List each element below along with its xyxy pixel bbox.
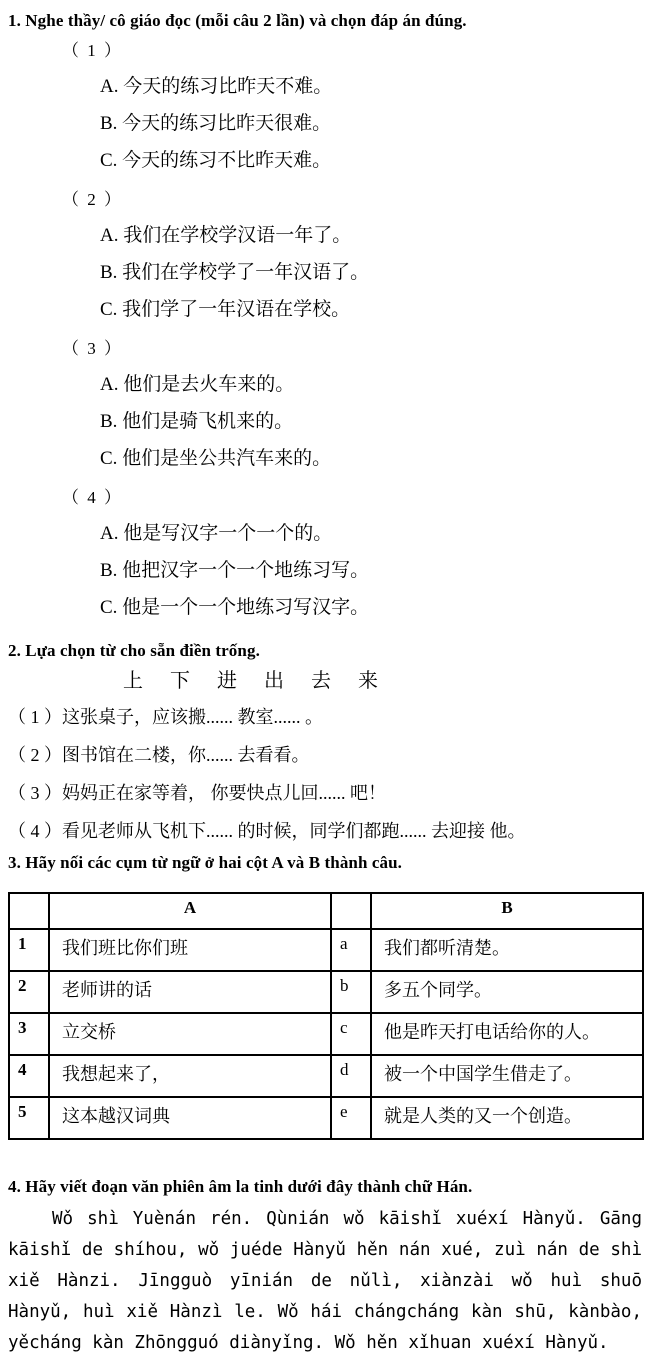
- question-3-option-a: A. 他们是去火车来的。: [100, 374, 295, 395]
- col-a-phrase: 立交桥: [49, 1013, 331, 1055]
- header-empty-cell: [331, 893, 371, 929]
- question-2-option-b: B. 我们在学校学了一年汉语了。: [100, 262, 370, 283]
- question-3-label: （ 3 ）: [62, 339, 123, 358]
- table-row: [9, 1097, 643, 1139]
- section1-heading: 1. Nghe thầy/ cô giáo đọc (mỗi câu 2 lần) và chọn đáp án đúng.: [8, 11, 467, 30]
- column-b-header: B: [371, 893, 643, 929]
- row-number: 4: [9, 1055, 49, 1097]
- word-bank-word: 下: [170, 670, 190, 692]
- fill-item-3: （ 3 ）妈妈正在家等着， 你要快点儿回...... 吧！: [8, 783, 386, 803]
- section3-heading: 3. Hãy nối các cụm từ ngữ ở hai cột A và B thành câu.: [8, 853, 403, 872]
- question-3-option-c: C. 他们是坐公共汽车来的。: [100, 448, 332, 469]
- question-1-label: （ 1 ）: [62, 41, 123, 60]
- table-row: [9, 1055, 643, 1097]
- row-number: 1: [9, 929, 49, 971]
- col-a-phrase: 我想起来了，: [49, 1055, 331, 1097]
- row-number: 2: [9, 971, 49, 1013]
- question-4-label: （ 4 ）: [62, 488, 123, 507]
- row-letter: a: [331, 929, 371, 971]
- col-a-phrase: 这本越汉词典: [49, 1097, 331, 1139]
- row-letter: c: [331, 1013, 371, 1055]
- fill-item-2: （ 2 ）图书馆在二楼，你...... 去看看。: [8, 745, 310, 765]
- question-2-option-a: A. 我们在学校学汉语一年了。: [100, 225, 352, 246]
- col-b-phrase: 多五个同学。: [371, 971, 643, 1013]
- word-bank-word: 进: [217, 670, 237, 692]
- word-bank: [123, 664, 642, 698]
- header-empty-cell: [9, 893, 49, 929]
- table-row: [9, 1013, 643, 1055]
- column-a-header: A: [49, 893, 331, 929]
- pinyin-passage: Wǒ shì Yuènán rén. Qùnián wǒ kāishǐ xuéxí Hànyǔ. Gāng kāishǐ de shíhou, wǒ juéde Hànyǔ hěn nán xué, zuì nán de shì xiě Hànzi. Jīngguò yīnián de nǔlì, xiànzài wǒ huì shuō Hànyǔ, huì xiě Hànzì le. Wǒ hái chángcháng kàn shū, kànbào, yěcháng kàn Zhōngguó diànyǐng. Wǒ hěn xǐhuan xuéxí Hànyǔ.: [8, 1209, 642, 1353]
- section2-heading: 2. Lựa chọn từ cho sẵn điền trống.: [8, 641, 260, 660]
- col-b-phrase: 他是昨天打电话给你的人。: [371, 1013, 643, 1055]
- row-letter: b: [331, 971, 371, 1013]
- word-bank-word: 上: [123, 670, 143, 692]
- question-1-option-c: C. 今天的练习不比昨天难。: [100, 150, 332, 171]
- word-bank-word: 出: [264, 670, 284, 692]
- question-4-options: [100, 515, 642, 626]
- question-1-options: [100, 68, 642, 179]
- table-row: [9, 971, 643, 1013]
- col-b-phrase: 我们都听清楚。: [371, 929, 643, 971]
- question-4-option-a: A. 他是写汉字一个一个的。: [100, 523, 333, 544]
- col-b-phrase: 被一个中国学生借走了。: [371, 1055, 643, 1097]
- row-letter: d: [331, 1055, 371, 1097]
- matching-table: [8, 892, 644, 1140]
- fill-item-1: （ 1 ）这张桌子，应该搬...... 教室...... 。: [8, 707, 323, 727]
- question-2-option-c: C. 我们学了一年汉语在学校。: [100, 299, 351, 320]
- col-a-phrase: 老师讲的话: [49, 971, 331, 1013]
- table-row: [9, 929, 643, 971]
- fill-item-4: （ 4 ）看见老师从飞机下...... 的时候，同学们都跑...... 去迎接 他。: [8, 821, 526, 841]
- col-a-phrase: 我们班比你们班: [49, 929, 331, 971]
- section4-heading: 4. Hãy viết đoạn văn phiên âm la tinh dưới đây thành chữ Hán.: [8, 1177, 473, 1196]
- question-2-label: （ 2 ）: [62, 190, 123, 209]
- question-1-option-b: B. 今天的练习比昨天很难。: [100, 113, 332, 134]
- row-letter: e: [331, 1097, 371, 1139]
- word-bank-word: 去: [311, 670, 331, 692]
- question-1-option-a: A. 今天的练习比昨天不难。: [100, 76, 333, 97]
- col-b-phrase: 就是人类的又一个创造。: [371, 1097, 643, 1139]
- question-4-option-b: B. 他把汉字一个一个地练习写。: [100, 560, 370, 581]
- row-number: 5: [9, 1097, 49, 1139]
- question-4-option-c: C. 他是一个一个地练习写汉字。: [100, 597, 370, 618]
- question-3-option-b: B. 他们是骑飞机来的。: [100, 411, 294, 432]
- row-number: 3: [9, 1013, 49, 1055]
- table-header-row: [9, 893, 643, 929]
- question-3-options: [100, 366, 642, 477]
- word-bank-word: 来: [358, 670, 378, 692]
- question-2-options: [100, 217, 642, 328]
